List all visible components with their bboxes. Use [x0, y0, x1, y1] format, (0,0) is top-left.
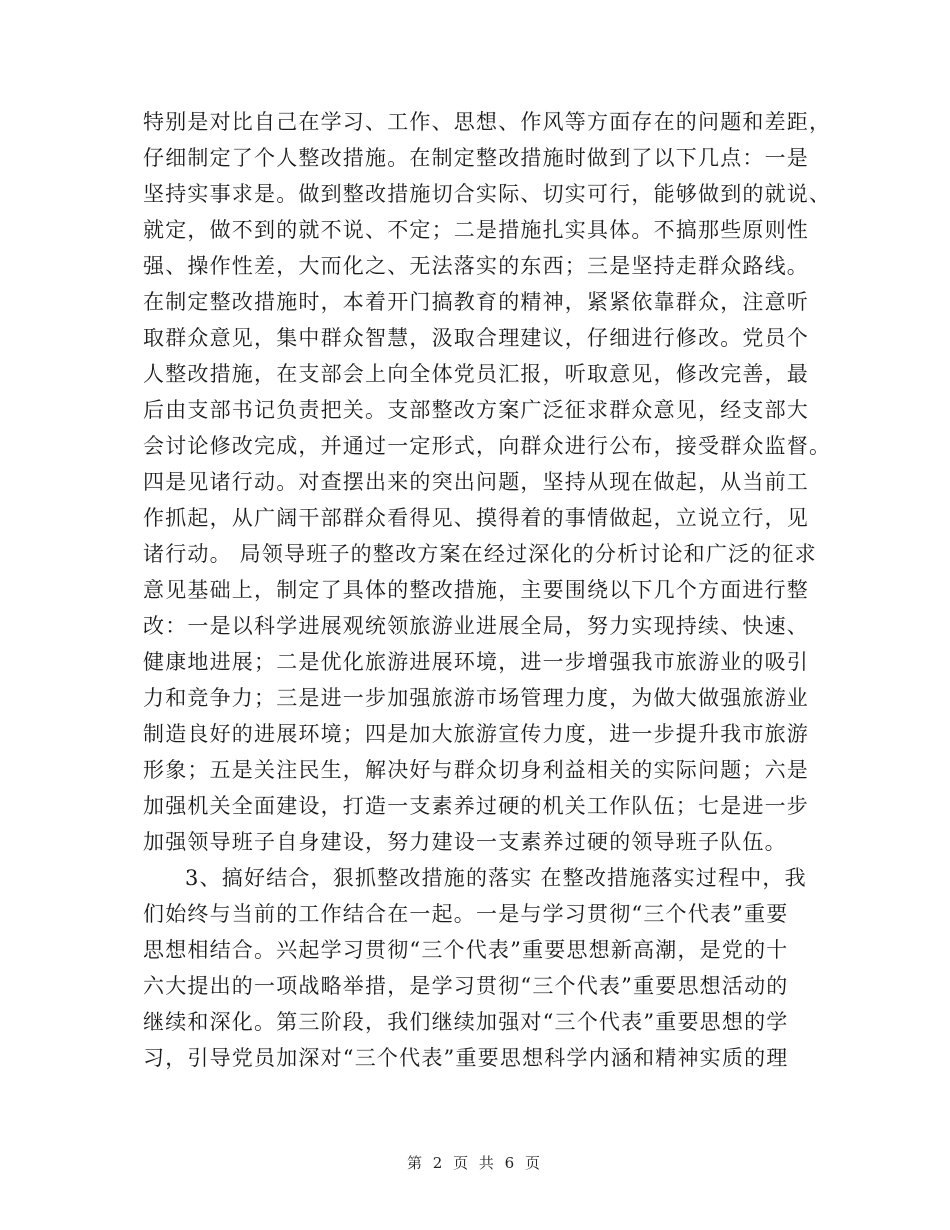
- text-line: 就定，做不到的就不说、不定；二是措施扎实具体。不搞那些原则性: [143, 218, 809, 242]
- text-line: 习，引导党员加深对“三个代表”重要思想科学内涵和精神实质的理: [143, 1046, 789, 1070]
- text-line: 强、操作性差，大而化之、无法落实的东西；三是坚持走群众路线。: [143, 254, 809, 278]
- text-line: 制造良好的进展环境；四是加大旅游宣传力度，进一步提升我市旅游: [143, 722, 809, 746]
- text-line: 坚持实事求是。做到整改措施切合实际、切实可行，能够做到的就说、: [143, 182, 832, 206]
- text-line: 形象；五是关注民生，解决好与群众切身利益相关的实际问题；六是: [143, 758, 809, 782]
- text-line: 改：一是以科学进展观统领旅游业进展全局，努力实现持续、快速、: [143, 614, 809, 638]
- text-line: 们始终与当前的工作结合在一起。一是与学习贯彻“三个代表”重要: [143, 902, 789, 926]
- text-line: 仔细制定了个人整改措施。在制定整改措施时做到了以下几点：一是: [143, 146, 809, 170]
- text-line: 思想相结合。兴起学习贯彻“三个代表”重要思想新高潮，是党的十: [143, 938, 789, 962]
- text-line: 特别是对比自己在学习、工作、思想、作风等方面存在的问题和差距，: [143, 110, 832, 134]
- text-line: 四是见诸行动。对查摆出来的突出问题，坚持从现在做起，从当前工: [143, 470, 809, 494]
- text-line: 取群众意见，集中群众智慧，汲取合理建议，仔细进行修改。党员个: [143, 326, 809, 350]
- page-number-label: 第 2 页 共 6 页: [407, 1154, 543, 1172]
- text-line: 作抓起，从广阔干部群众看得见、摸得着的事情做起，立说立行，见: [143, 506, 809, 530]
- page-footer: [0, 1152, 950, 1173]
- text-line: 六大提出的一项战略举措，是学习贯彻“三个代表”重要思想活动的: [143, 974, 789, 998]
- text-line: 力和竞争力；三是进一步加强旅游市场管理力度，为做大做强旅游业: [143, 686, 809, 710]
- text-line: 诸行动。 局领导班子的整改方案在经过深化的分析讨论和广泛的征求: [143, 542, 817, 566]
- text-line: 加强领导班子自身建设，努力建设一支素养过硬的领导班子队伍。: [143, 830, 787, 854]
- text-line: 在制定整改措施时，本着开门搞教育的精神，紧紧依靠群众，注意听: [143, 290, 809, 314]
- text-line: 后由支部书记负责把关。支部整改方案广泛征求群众意见，经支部大: [143, 398, 809, 422]
- text-line: 加强机关全面建设，打造一支素养过硬的机关工作队伍；七是进一步: [143, 794, 809, 818]
- document-body: [143, 104, 832, 1076]
- text-line: 继续和深化。第三阶段，我们继续加强对“三个代表”重要思想的学: [143, 1010, 789, 1034]
- text-line: 健康地进展；二是优化旅游进展环境，进一步增强我市旅游业的吸引: [143, 650, 809, 674]
- text-line: 意见基础上，制定了具体的整改措施，主要围绕以下几个方面进行整: [143, 578, 809, 602]
- section-heading-line: 3、搞好结合，狠抓整改措施的落实 在整改措施落实过程中，我: [185, 866, 807, 890]
- text-line: 会讨论修改完成，并通过一定形式，向群众进行公布，接受群众监督。: [143, 434, 832, 458]
- text-line: 人整改措施，在支部会上向全体党员汇报，听取意见，修改完善，最: [143, 362, 809, 386]
